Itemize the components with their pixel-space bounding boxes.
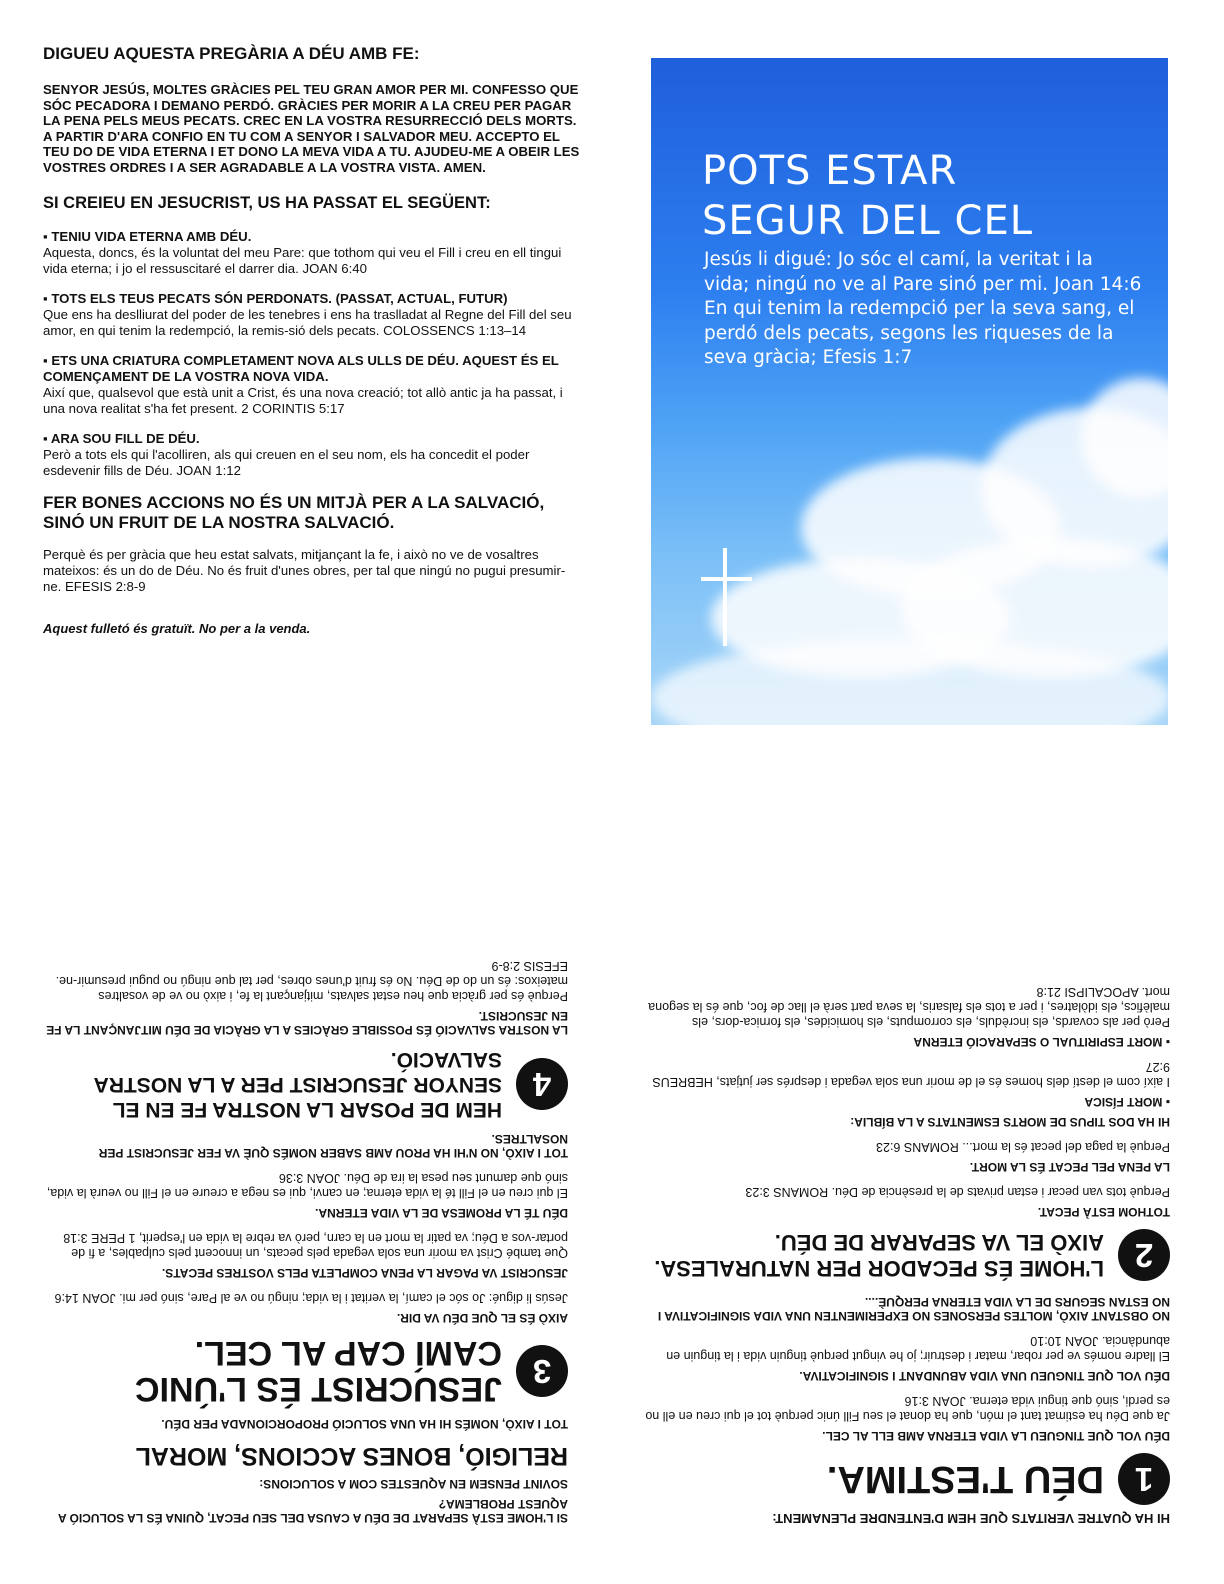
number-badge: 1	[1118, 1453, 1170, 1505]
section-label: ▪ MORT FÍSICA	[645, 1095, 1170, 1109]
section-text: Jesús li digué: Jo sóc el camí, la veritat i la vida; ningú no ve al Pare, sinó per mi. JOAN 14:6	[54, 1291, 568, 1305]
section-label: ▪ MORT ESPIRITUAL O SEPARACIÓ ETERNA	[645, 1035, 1170, 1049]
section-label: LA PENA PEL PECAT ÉS LA MORT.	[969, 1160, 1170, 1174]
benefit-item	[43, 431, 583, 479]
benefit-item	[43, 229, 583, 277]
benefit-body: Però a tots els qui l'acolliren, als qui creuen en el seu nom, els ha concedit el poder esdevenir fills de Déu. JOAN 1:12	[43, 446, 530, 478]
section-label: DÉU VOL QUE TINGUEU UNA VIDA ABUNDANT I SIGNIFICATIVA.	[799, 1369, 1170, 1383]
section-text: Que també Crist va morir una sola vegada pels pecats, un innocent pels culpables, a fi de portar-vos a Déu; va patir la mort en la carn, però va rebre la vida en l'esperit, 1 PERE 3:18	[63, 1231, 568, 1260]
cover-verse: Jesús li digué: Jo sóc el camí, la veritat i la vida; ningú no ve al Pare sinó per mi. Joan 14:6 En qui tenim la redempció per la seva sang, el perdó dels pecats, segons les riqueses de la seva gràcia; Efesis 1:7	[704, 249, 1142, 368]
cover-title	[702, 146, 1033, 246]
prayer-panel	[43, 44, 583, 636]
benefit-head: ▪ TOTS ELS TEUS PECATS SÓN PERDONATS. (PASSAT, ACTUAL, FUTUR)	[43, 290, 508, 306]
section-text: Ja que Déu ha estimat tant el món, que ha donat el seu Fill únic perquè tot el qui creu en ell no es perdi, sinó que tingui vida eterna. JOAN 3:16	[645, 1394, 1170, 1423]
section-text: Perquè tots van pecar i estan privats de la presència de Déu. ROMANS 3:23	[745, 1185, 1170, 1199]
section-label: AIXÒ ÉS EL QUE DÉU VA DIR.	[396, 1311, 568, 1325]
section-text: Perquè la paga del pecat és la mort... ROMANS 6:23	[876, 1140, 1170, 1154]
section-label: DÉU VOL QUE TINGUEU LA VIDA ETERNA AMB ELL AL CEL.	[822, 1429, 1170, 1443]
section-text: El qui creu en el Fill té la vida eterna; en canvi, qui es nega a creure en el Fill no veurà la vida, sinó que damunt seu pesa la ira de Déu. JOAN 3:36	[46, 1171, 568, 1200]
section-text: El lladre només ve per robar, matar i destruir; jo he vingut perquè tinguin vida i la tinguin en abundància. JOAN 10:10	[666, 1334, 1170, 1363]
section-label: SOVINT PENSEM EN AQUESTES COM A SOLUCIONS:	[259, 1477, 568, 1491]
section-label: JESUCRIST VA PAGAR LA PENA COMPLETA PELS VOSTRES PECATS.	[161, 1266, 568, 1280]
free-note: Aquest fulletó és gratuït. No per a la venda.	[43, 620, 311, 636]
section-label: NO OBSTANT AIXÒ, MOLTES PERSONES NO EXPERIMENTEN UNA VIDA SIGNIFICATIVA I NO ESTAN SEGURS DE LA VIDA ETERNA PERQUÈ....	[657, 1295, 1170, 1323]
benefit-item	[43, 291, 583, 339]
solutions-heading: RELIGIÓ, BONES ACCIONS, MORAL	[135, 1442, 568, 1470]
truths-panel-1-2	[645, 823, 1170, 1525]
cross-icon	[701, 577, 752, 581]
cover-title-line: SEGUR DEL CEL	[702, 198, 1034, 244]
section-2-title: L'HOME ÉS PECADOR PER NATURALESA. AIXÒ EL VA SEPARAR DE DÉU.	[654, 1230, 1104, 1281]
section-3-title: JESUCRIST ÉS L'ÚNIC CAMÍ CAP AL CEL.	[134, 1334, 502, 1408]
number-badge: 3	[516, 1345, 568, 1397]
intro-text: HI HA QUATRE VERITATS QUE HEM D'ENTENDRE PLENAMENT:	[772, 1511, 1170, 1526]
benefit-head: ▪ ARA SOU FILL DE DÉU.	[43, 430, 200, 446]
section-label: TOT I AIXÒ, NO N'HI HA PROU AMB SABER NOMÉS QUÈ VA FER JESUCRIST PER NOSALTRES.	[98, 1132, 568, 1160]
section-1-header	[645, 1453, 1170, 1505]
section-label: HI HA DOS TIPUS DE MORTS ESMENTATS A LA BÍBLIA:	[850, 1115, 1170, 1129]
section-text: I així com el destí dels homes és el de morir una sola vegada i després ser jutjats, HEBREUS 9:27	[652, 1060, 1170, 1089]
benefit-head: ▪ ETS UNA CRIATURA COMPLETAMENT NOVA ALS ULLS DE DÉU. AQUEST ÉS EL COMENÇAMENT DE LA VOSTRA NOVA VIDA.	[43, 352, 559, 384]
section-text: Perquè és per gràcia que heu estat salvats, mitjançant la fe, i això no ve de vosaltres mateixos: és un do de Déu. No és fruit d'unes obres, per tal que ningú no pugui presumir-ne. EFESIS 2:8-9	[55, 959, 568, 1003]
truths-panel-3-4	[42, 823, 568, 1525]
benefit-body: Així que, qualsevol que està unit a Crist, és una nova creació; tot allò antic ja ha passat, i una nova realitat s'ha fet present. 2 CORINTIS 5:17	[43, 384, 563, 416]
section-4-title: HEM DE POSAR LA NOSTRA FE EN EL SENYOR JESUCRIST PER A LA NOSTRA SALVACIÓ.	[94, 1048, 502, 1121]
section-label: LA NOSTRA SALVACIÓ ÉS POSSIBLE GRÀCIES A LA GRÀCIA DE DÉU MITJANÇANT LA FE EN JESUCRIST.	[46, 1009, 568, 1037]
good-works-text: Perquè és per gràcia que heu estat salvats, mitjançant la fe, i això no ve de vosaltres mateixos: és un do de Déu. No és fruit d'unes obres, per tal que ningú no pugui presumir-ne. EFESIS 2:8-9	[43, 546, 566, 594]
section-label: SI L'HOME ESTÀ SEPARAT DE DÉU A CAUSA DEL SEU PECAT, QUINA ÉS LA SOLUCIÓ A AQUEST PROBLEMA?	[58, 1497, 568, 1525]
prayer-title: DIGUEU AQUESTA PREGÀRIA A DÉU AMB FE:	[43, 44, 420, 63]
cover-image	[651, 58, 1168, 725]
section-2-header	[645, 1229, 1170, 1281]
section-text: Però per als covards, els incrèduls, els corromputs, els homicides, els fornica-dors, els malèfics, els idòlatres, i per a tots els falsaris, la seva part serà el llac de foc, que és la segona mort. APOCALIPSI 21:8	[648, 985, 1170, 1029]
benefits-heading: SI CREIEU EN JESUCRIST, US HA PASSAT EL SEGÜENT:	[43, 193, 491, 212]
cross-icon	[723, 548, 727, 646]
good-works-heading: FER BONES ACCIONS NO ÉS UN MITJÀ PER A LA SALVACIÓ, SINÓ UN FRUIT DE LA NOSTRA SALVACIÓ.	[43, 492, 545, 532]
number-badge: 2	[1118, 1229, 1170, 1281]
cover-title-line: POTS ESTAR	[702, 148, 958, 194]
section-4-header	[42, 1047, 568, 1122]
section-label: TOT I AIXÒ, NOMÉS HI HA UNA SOLUCIÓ PROPORCIONADA PER DÉU.	[161, 1417, 568, 1431]
section-3-header	[42, 1335, 568, 1407]
benefit-body: Aquesta, doncs, és la voluntat del meu Pare: que tothom qui veu el Fill i creu en ell tingui vida eterna; i jo el ressuscitaré el darrer dia. JOAN 6:40	[43, 244, 562, 276]
benefit-item	[43, 353, 583, 417]
benefit-head: ▪ TENIU VIDA ETERNA AMB DÉU.	[43, 228, 252, 244]
number-badge: 4	[516, 1059, 568, 1111]
section-label: DÉU TÉ LA PROMESA DE LA VIDA ETERNA.	[315, 1206, 568, 1220]
benefit-body: Que ens ha deslliurat del poder de les tenebres i ens ha traslladat al Regne del Fill del seu amor, en qui tenim la redempció, la remis-sió dels pecats. COLOSSENCS 1:13–14	[43, 306, 572, 338]
section-1-title: DÉU T'ESTIMA.	[826, 1458, 1104, 1500]
section-label: TOTHOM ESTÀ PECAT.	[1037, 1205, 1170, 1219]
prayer-text: SENYOR JESÚS, MOLTES GRÀCIES PEL TEU GRAN AMOR PER MI. CONFESSO QUE SÓC PECADORA I DEMANO PERDÓ. GRÀCIES PER MORIR A LA CREU PER PAGAR LA PENA PELS MEUS PECATS. CREC EN LA VOSTRA RESURRECCIÓ DELS MORTS. A PARTIR D'ARA CONFIO EN TU COM A SENYOR I SALVADOR MEU. ACCEPTO EL TEU DO DE VIDA ETERNA I ET DONO LA MEVA VIDA A TU. AJUDEU-ME A OBEIR LES VOSTRES ORDRES I A SER AGRADABLE A LA VOSTRA VISTA. AMEN.	[43, 82, 580, 175]
